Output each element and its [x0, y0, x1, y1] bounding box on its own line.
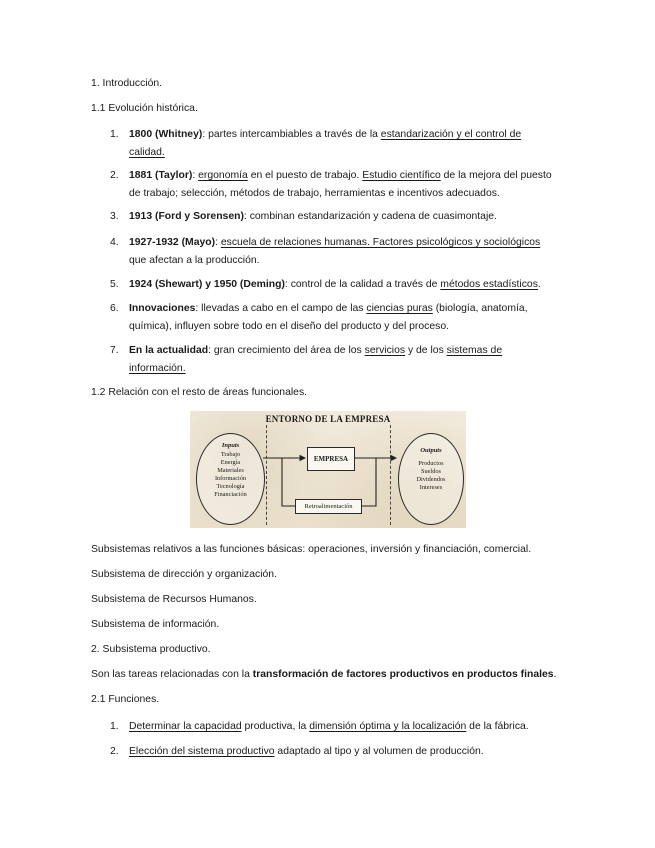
- diagram-title: ENTORNO DE LA EMPRESA: [265, 414, 391, 424]
- list-item-link[interactable]: Elección del sistema productivo: [129, 746, 275, 757]
- list-number: 2.: [110, 170, 119, 181]
- list-item-link[interactable]: ergonomía: [198, 170, 248, 181]
- heading-evolucion-historica: 1.1 Evolución histórica.: [91, 103, 198, 114]
- output-item: Intereses: [419, 484, 443, 492]
- entorno-empresa-diagram: [190, 411, 466, 528]
- heading-subsistema-productivo: 2. Subsistema productivo.: [91, 644, 211, 655]
- list-number: 5.: [110, 279, 119, 290]
- list-item-text: :: [215, 237, 221, 248]
- paragraph: Subsistema de información.: [91, 619, 220, 630]
- paragraph-text: Son las tareas relacionadas con la: [91, 669, 253, 680]
- list-item-bold: En la actualidad: [129, 345, 209, 356]
- list-item-text: :: [192, 170, 199, 181]
- list-number: 3.: [110, 211, 119, 222]
- list-item-text: : control de la calidad a través de: [284, 279, 441, 290]
- input-item: Tecnología: [216, 483, 245, 491]
- list-item-bold: Innovaciones: [129, 303, 196, 314]
- output-item: Sueldos: [421, 468, 441, 476]
- paragraph: [91, 667, 556, 683]
- list-number: 7.: [110, 345, 119, 356]
- input-item: Energía: [220, 459, 241, 467]
- heading-funciones: 2.1 Funciones.: [91, 694, 160, 705]
- feedback-line-right: [360, 458, 376, 506]
- list-item-link[interactable]: servicios: [364, 345, 406, 356]
- list-item-text: en el puesto de trabajo.: [247, 170, 363, 181]
- list-item-text: de la fábrica.: [466, 721, 529, 732]
- input-item: Trabajo: [220, 451, 241, 458]
- outputs-heading: Outputs: [420, 447, 442, 454]
- list-item-link[interactable]: Estudio científico: [362, 170, 441, 181]
- list-item-text: adaptado al tipo y al volumen de producción.: [274, 746, 484, 757]
- paragraph: Subsistema de Recursos Humanos.: [91, 594, 257, 605]
- list-number: 2.: [110, 746, 119, 757]
- input-item: Financiación: [214, 491, 247, 499]
- list-number: 6.: [110, 303, 119, 314]
- paragraph: Subsistema de dirección y organización.: [91, 569, 277, 580]
- list-item-link[interactable]: escuela de relaciones humanas. Factores psicológicos y sociológicos: [220, 237, 541, 248]
- inputs-heading: Inputs: [221, 442, 240, 449]
- list-item-link[interactable]: sistemas de información.: [129, 345, 503, 374]
- list-number: 4.: [110, 237, 119, 248]
- heading-introduccion: 1. Introducción.: [91, 78, 163, 89]
- retroalimentacion-box: Retroalimentación: [295, 499, 362, 514]
- list-item-text: que afectan a la producción.: [129, 254, 260, 266]
- list-item-link[interactable]: métodos estadísticos: [440, 279, 538, 290]
- empresa-box: EMPRESA: [307, 447, 355, 471]
- list-item-bold: 1800 (Whitney): [129, 129, 203, 140]
- list-item-bold: 1881 (Taylor): [129, 170, 193, 181]
- input-item: Materiales: [217, 467, 244, 475]
- paragraph: Subsistemas relativos a las funciones básicas: operaciones, inversión y financiación, comercial.: [91, 544, 532, 555]
- list-item-link[interactable]: ciencias puras: [366, 303, 433, 314]
- list-item-link[interactable]: Determinar la capacidad: [129, 721, 242, 732]
- list-item-text: : combinan estandarización y cadena de cuasimontaje.: [243, 211, 497, 222]
- paragraph-text: .: [553, 669, 557, 680]
- list-item-link[interactable]: dimensión óptima y la localización: [309, 721, 467, 732]
- list-number: 1.: [110, 721, 119, 732]
- list-item-bold: 1924 (Shewart) y 1950 (Deming): [129, 279, 285, 290]
- list-item-link[interactable]: estandarización y el control de calidad.: [129, 129, 522, 158]
- list-item-bold: 1913 (Ford y Sorensen): [129, 211, 244, 222]
- feedback-line-left: [282, 458, 295, 506]
- list-item-bold: 1927-1932 (Mayo): [129, 237, 216, 248]
- list-number: 1.: [110, 129, 119, 140]
- list-item-text: : partes intercambiables a través de la: [202, 129, 381, 140]
- list-item-text: : gran crecimiento del área de los: [208, 345, 365, 356]
- list-item-text: y de los: [405, 345, 447, 356]
- list-item-text: (biología, anatomía, química), influyen sobre todo en el diseño del producto y del proceso.: [129, 303, 528, 332]
- heading-relacion-areas: 1.2 Relación con el resto de áreas funcionales.: [91, 387, 308, 398]
- output-item: Productos: [418, 460, 444, 467]
- list-item-text: de la mejora del puesto de trabajo; selección, métodos de trabajo, herramientas e incentivos adecuados.: [129, 170, 552, 199]
- list-item-text: productiva, la: [241, 721, 310, 732]
- paragraph-bold: transformación de factores productivos en productos finales: [252, 669, 554, 680]
- list-item-text: .: [537, 279, 541, 290]
- list-item-text: : llevadas a cabo en el campo de las: [195, 303, 367, 314]
- input-item: Información: [214, 475, 247, 483]
- output-item: Dividendos: [416, 476, 446, 484]
